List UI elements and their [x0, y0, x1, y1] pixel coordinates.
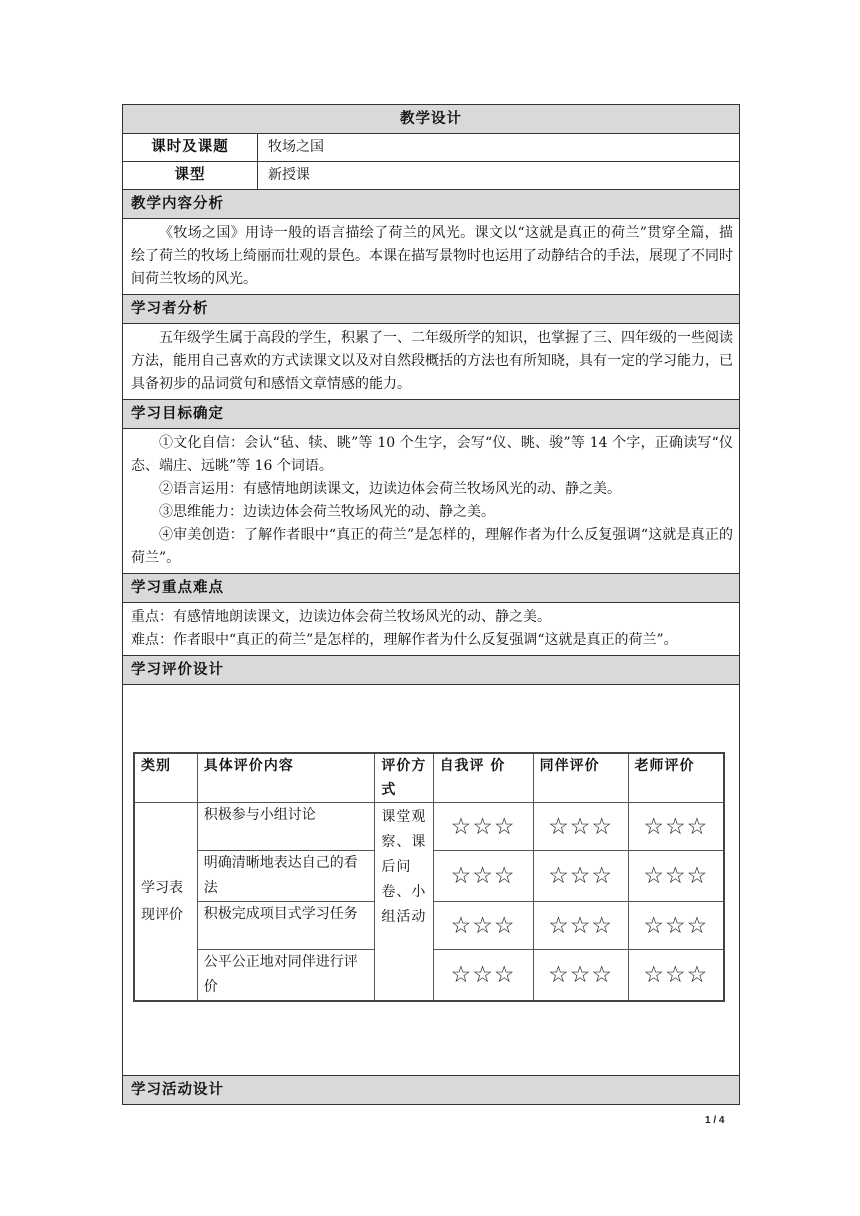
- objective-item: ③思维能力：边读边体会荷兰牧场风光的动、静之美。: [159, 504, 495, 520]
- star-rating[interactable]: ☆☆☆: [433, 803, 533, 851]
- activity-heading: 学习活动设计: [123, 1076, 739, 1104]
- header-self: 自我评 价: [433, 753, 533, 803]
- evaluation-section: [123, 685, 739, 1076]
- objective-item: ④审美创造：了解作者眼中“真正的荷兰”是怎样的，理解作者为什么反复强调“这就是真正的荷兰”。: [131, 527, 733, 566]
- objectives-body: [123, 429, 739, 574]
- learner-analysis-body: [123, 324, 739, 400]
- eval-item: 公平公正地对同伴进行评价: [197, 950, 375, 1002]
- content-analysis-heading: 教学内容分析: [123, 190, 739, 219]
- header-method: 评价方式: [375, 753, 433, 803]
- star-rating[interactable]: ☆☆☆: [533, 851, 628, 902]
- star-rating[interactable]: ☆☆☆: [433, 950, 533, 1002]
- star-rating[interactable]: ☆☆☆: [628, 851, 724, 902]
- evaluation-table: [133, 752, 725, 1002]
- lesson-type-row: [123, 162, 739, 190]
- header-peer: 同伴评价: [533, 753, 628, 803]
- star-rating[interactable]: ☆☆☆: [433, 851, 533, 902]
- learner-analysis-text: 五年级学生属于高段的学生，积累了一、二年级所学的知识，也掌握了三、四年级的一些阅读方法，能用自己喜欢的方式读课文以及对自然段概括的方法也有所知晓，具有一定的学习能力，已具备初步的品词赏句和感悟文章情感的能力。: [131, 330, 733, 392]
- eval-item: 明确清晰地表达自己的看法: [197, 851, 375, 902]
- key-points-heading: 学习重点难点: [123, 574, 739, 603]
- star-rating[interactable]: ☆☆☆: [533, 902, 628, 950]
- objective-item: ①文化自信：会认“毡、犊、眺”等 10 个生字，会写“仪、眺、骏”等 14 个字，正确读写“仪态、端庄、远眺”等 16 个词语。: [131, 435, 733, 474]
- star-rating[interactable]: ☆☆☆: [533, 950, 628, 1002]
- header-category: 类别: [134, 753, 197, 803]
- difficulty-text: 难点：作者眼中“真正的荷兰”是怎样的，理解作者为什么反复强调“这就是真正的荷兰”。: [131, 632, 678, 648]
- star-rating[interactable]: ☆☆☆: [628, 803, 724, 851]
- category-cell: 学习表现评价: [134, 803, 197, 1002]
- lesson-plan-table: [122, 104, 740, 1105]
- table-row: [134, 803, 724, 851]
- objectives-heading: 学习目标确定: [123, 400, 739, 429]
- course-title-value: 牧场之国: [268, 139, 324, 155]
- header-content: 具体评价内容: [197, 753, 375, 803]
- objective-item: ②语言运用：有感情地朗读课文，边读边体会荷兰牧场风光的动、静之美。: [159, 481, 621, 497]
- star-rating[interactable]: ☆☆☆: [628, 902, 724, 950]
- focus-text: 重点：有感情地朗读课文，边读边体会荷兰牧场风光的动、静之美。: [131, 609, 551, 625]
- evaluation-heading: 学习评价设计: [123, 656, 739, 685]
- star-rating[interactable]: ☆☆☆: [533, 803, 628, 851]
- course-title-row: [123, 134, 739, 162]
- key-points-body: [123, 603, 739, 656]
- method-cell: 课堂观察、课后问卷、小组活动: [375, 803, 433, 1002]
- page-number: 1 / 4: [705, 1115, 725, 1126]
- eval-item: 积极完成项目式学习任务: [197, 902, 375, 950]
- evaluation-header-row: [134, 753, 724, 803]
- eval-item: 积极参与小组讨论: [197, 803, 375, 851]
- learner-analysis-heading: 学习者分析: [123, 295, 739, 324]
- header-teacher: 老师评价: [628, 753, 724, 803]
- star-rating[interactable]: ☆☆☆: [628, 950, 724, 1002]
- lesson-type-value: 新授课: [268, 167, 310, 183]
- course-title-label: 课时及课题: [123, 134, 258, 161]
- content-analysis-body: [123, 219, 739, 295]
- page-title: 教学设计: [123, 105, 739, 134]
- star-rating[interactable]: ☆☆☆: [433, 902, 533, 950]
- content-analysis-text: 《牧场之国》用诗一般的语言描绘了荷兰的风光。课文以“这就是真正的荷兰”贯穿全篇，描绘了荷兰的牧场上绮丽而壮观的景色。本课在描写景物时也运用了动静结合的手法，展现了不同时间荷兰牧场的风光。: [131, 225, 733, 287]
- lesson-type-label: 课型: [123, 162, 258, 189]
